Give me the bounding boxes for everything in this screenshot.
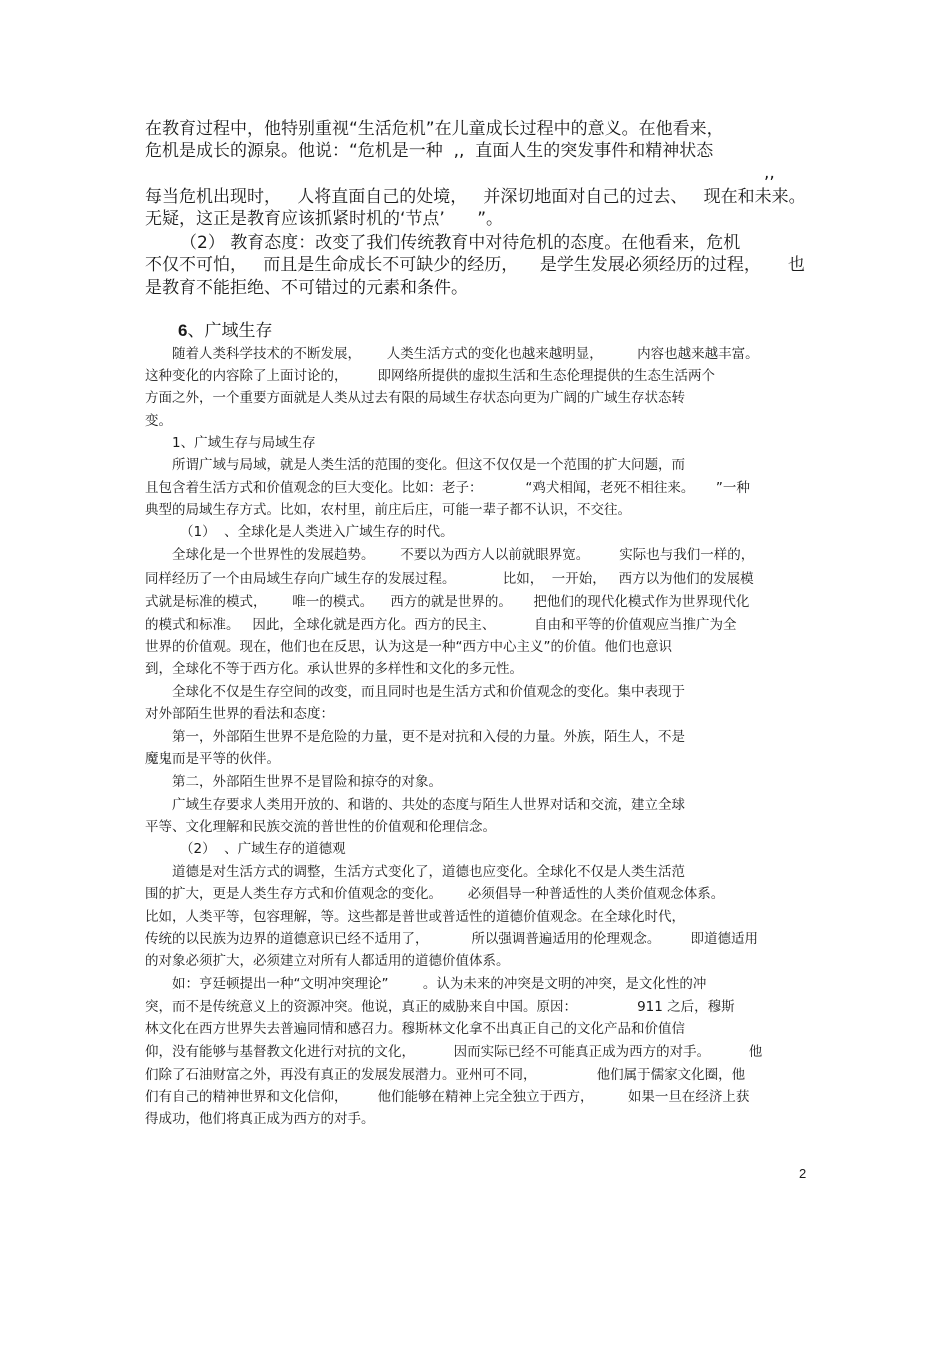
text-line: 同样经历了一个由局域生存向广域生存的发展过程。 比如， 一开始， 西方以为他们的发展模 (145, 571, 754, 587)
text-line: 得成功，他们将真正成为西方的对手。 (145, 1111, 375, 1127)
text-line: 是教育不能拒绝、不可错过的元素和条件。 (145, 278, 468, 298)
text-line: 传统的以民族为边界的道德意识已经不适用了， 所以强调普遍适用的伦理观念。 即道德适用 (145, 931, 758, 947)
text-line: 如：亨廷顿提出一种“文明冲突理论” 。认为未来的冲突是文明的冲突，是文化性的冲 (172, 976, 707, 992)
subheading: （2） 、广域生存的道德观 (180, 841, 346, 857)
text-line: 比如，人类平等，包容理解，等。这些都是普世或普适性的道德价值观念。在全球化时代， (145, 909, 685, 925)
text-line: 这种变化的内容除了上面讨论的， 即网络所提供的虚拟生活和生态伦理提供的生态生活两个 (145, 368, 716, 384)
text-line: 无疑，这正是教育应该抓紧时机的‘节点’ ”。 (145, 209, 504, 229)
text-line: 方面之外，一个重要方面就是人类从过去有限的局域生存状态向更为广阔的广域生存状态转 (145, 390, 685, 406)
text-line: 每当危机出现时， 人将直面自己的处境， 并深切地面对自己的过去、 现在和未来。 (145, 187, 806, 207)
text-line: 道德是对生活方式的调整，生活方式变化了，道德也应变化。全球化不仅是人类生活范 (172, 864, 685, 880)
text-line: 典型的局域生存方式。比如，农村里，前庄后庄，可能一辈子都不认识，不交往。 (145, 502, 631, 518)
text-line: 林文化在西方世界失去普遍同情和感召力。穆斯林文化拿不出真正自己的文化产品和价值信 (145, 1021, 685, 1037)
subheading: 1、广域生存与局域生存 (172, 435, 316, 451)
text-line: 且包含着生活方式和价值观念的巨大变化。比如：老子： “鸡犬相闻，老死不相往来。 ”一种 (145, 480, 750, 496)
text-line: 的对象必须扩大，必须建立对所有人都适用的道德价值体系。 (145, 953, 510, 969)
text-line: 不仅不可怕， 而且是生命成长不可缺少的经历， 是学生发展必须经历的过程， 也 (145, 255, 805, 275)
text-line: 随着人类科学技术的不断发展， 人类生活方式的变化也越来越明显， 内容也越来越丰富。 (172, 346, 759, 362)
text-line: 全球化是一个世界性的发展趋势。 不要以为西方人以前就眼界宽。 实际也与我们一样的， (172, 547, 755, 563)
text-line: 第二，外部陌生世界不是冒险和掠夺的对象。 (172, 774, 442, 790)
section-number: 6 (178, 321, 188, 340)
section-heading (178, 322, 272, 340)
text-line: 平等、文化理解和民族交流的普世性的价值观和伦理信念。 (145, 819, 496, 835)
subheading: （1） 、全球化是人类进入广域生存的时代。 (180, 524, 454, 540)
text-line: 广域生存要求人类用开放的、和谐的、共处的态度与陌生人世界对话和交流，建立全球 (172, 797, 685, 813)
section-title: 、广域生存 (187, 321, 273, 341)
text-line: 魔鬼而是平等的伙伴。 (145, 751, 280, 767)
page-number: 2 (799, 1166, 807, 1181)
text-line: 们除了石油财富之外，再没有真正的发展发展潜力。亚州可不同， 他们属于儒家文化圈，他 (145, 1067, 746, 1083)
text-line: 变。 (145, 413, 172, 429)
quote-mark: ,, (764, 163, 775, 183)
text-line: 仰，没有能够与基督教文化进行对抗的文化， 因而实际已经不可能真正成为西方的对手。 他 (145, 1044, 763, 1060)
text-line: 到，全球化不等于西方化。承认世界的多样性和文化的多元性。 (145, 661, 523, 677)
text-line: （2） 教育态度：改变了我们传统教育中对待危机的态度。在他看来，危机 (180, 233, 741, 253)
text-line: 突，而不是传统意义上的资源冲突。他说，真正的威胁来自中国。原因： 911 之后，穆斯 (145, 999, 735, 1015)
text-line: 危机是成长的源泉。他说：“危机是一种 ,, 直面人生的突发事件和精神状态 (145, 141, 714, 161)
text-line: 世界的价值观。现在，他们也在反思，认为这是一种“西方中心主义”的价值。他们也意识 (145, 639, 672, 655)
text-line: 的模式和标准。 因此，全球化就是西方化。西方的民主、 自由和平等的价值观应当推广为全 (145, 617, 737, 633)
text-line: 们有自己的精神世界和文化信仰， 他们能够在精神上完全独立于西方， 如果一旦在经济上获 (145, 1089, 750, 1105)
text-line: 围的扩大，更是人类生存方式和价值观念的变化。 必须倡导一种普适性的人类价值观念体系。 (145, 886, 725, 902)
text-line: 在教育过程中，他特别重视“生活危机”在儿童成长过程中的意义。在他看来， (145, 119, 724, 139)
text-line: 对外部陌生世界的看法和态度： (145, 706, 334, 722)
text-line: 第一，外部陌生世界不是危险的力量，更不是对抗和入侵的力量。外族，陌生人，不是 (172, 729, 685, 745)
text-line: 全球化不仅是生存空间的改变，而且同时也是生活方式和价值观念的变化。集中表现于 (172, 684, 685, 700)
text-line: 所谓广域与局域，就是人类生活的范围的变化。但这不仅仅是一个范围的扩大问题，而 (172, 457, 685, 473)
text-line: 式就是标准的模式， 唯一的模式。 西方的就是世界的。 把他们的现代化模式作为世界现代化 (145, 594, 750, 610)
